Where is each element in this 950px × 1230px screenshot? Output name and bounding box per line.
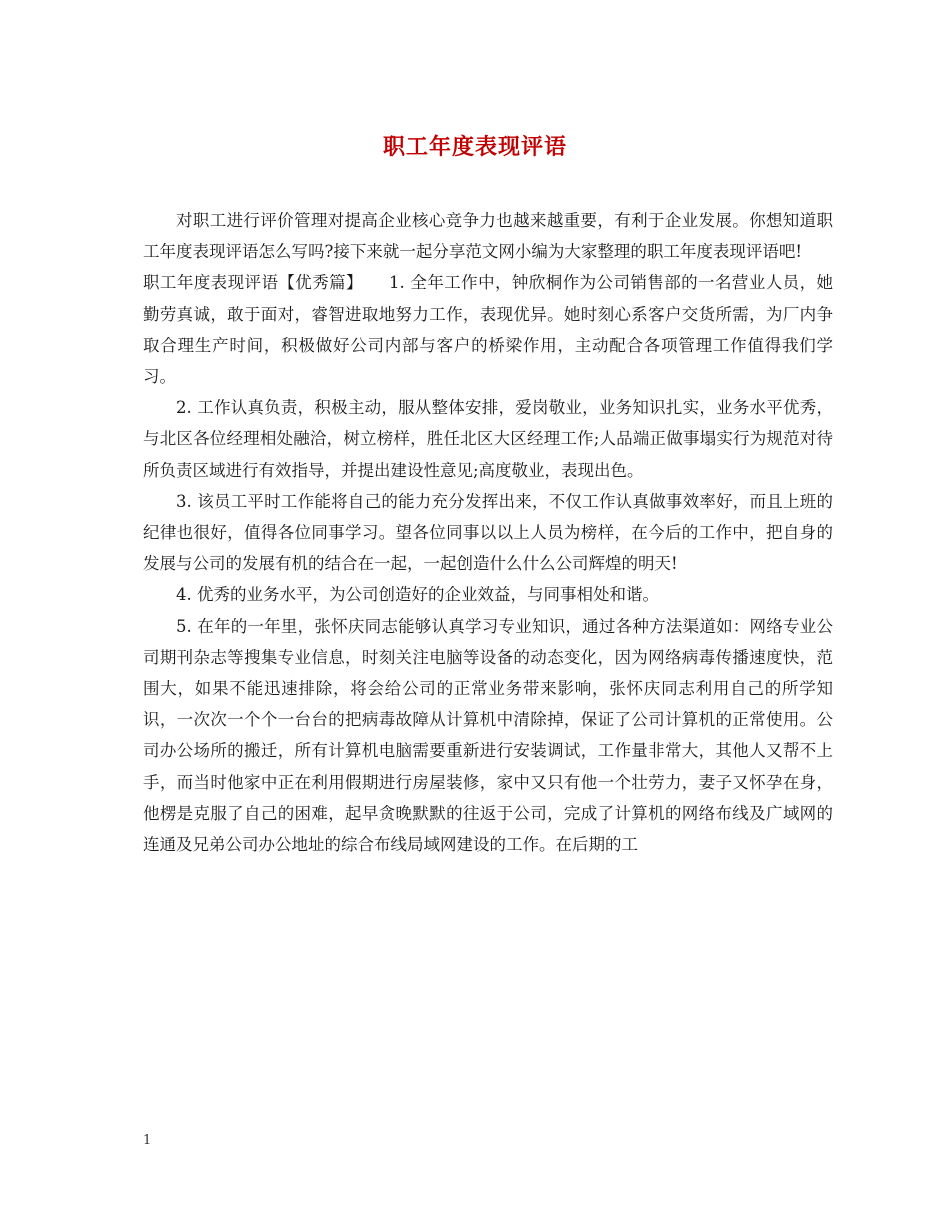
item-3-paragraph: 3. 该员工平时工作能将自己的能力充分发挥出来，不仅工作认真做事效率好，而且上班的纪律也很好，值得各位同事学习。望各位同事以以上人员为榜样，在今后的工作中，把自身的发展与公司的发展有机的结合在一起，一起创造什么什么公司辉煌的明天! <box>143 491 833 574</box>
item-1-text: 1. 全年工作中，钟欣桐作为公司销售部的一名营业人员，她勤劳真诚，敢于面对，睿智进取地努力工作，表现优异。她时刻心系客户交货所需，为厂内争取合理生产时间，积极做好公司内部与客户的桥梁作用，主动配合各项管理工作值得我们学习。 <box>143 273 833 387</box>
document-body <box>143 205 833 860</box>
document-title: 职工年度表现评语 <box>382 135 567 160</box>
section-heading: 职工年度表现评语【优秀篇】 <box>143 273 363 293</box>
item-5-paragraph: 5. 在年的一年里，张怀庆同志能够认真学习专业知识，通过各种方法渠道如：网络专业公司期刊杂志等搜集专业信息，时刻关注电脑等设备的动态变化，因为网络病毒传播速度快，范围大，如果不能迅速排除，将会给公司的正常业务带来影响，张怀庆同志利用自己的所学知识，一次次一个个一台台的把病毒故障从计算机中清除掉，保证了公司计算机的正常使用。公司办公场所的搬迁，所有计算机电脑需要重新进行安装调试，工作量非常大，其他人又帮不上手，而当时他家中正在利用假期进行房屋装修，家中又只有他一个壮劳力，妻子又怀孕在身，他楞是克服了自己的困难，起早贪晚默默的往返于公司，完成了计算机的网络布线及广域网的连通及兄弟公司办公地址的综合布线局域网建设的工作。在后期的工 <box>143 616 833 855</box>
intro-paragraph: 对职工进行评价管理对提高企业核心竞争力也越来越重要，有利于企业发展。你想知道职工年度表现评语怎么写吗?接下来就一起分享范文网小编为大家整理的职工年度表现评语吧! <box>143 211 833 262</box>
item-4-paragraph: 4. 优秀的业务水平，为公司创造好的企业效益，与同事相处和谐。 <box>176 585 659 605</box>
item-2-paragraph: 2. 工作认真负责，积极主动，服从整体安排，爱岗敬业，业务知识扎实，业务水平优秀，与北区各位经理相处融洽，树立榜样，胜任北区大区经理工作;人品端正做事塌实行为规范对待所负责区域进行有效指导，并提出建设性意见;高度敬业，表现出色。 <box>143 398 833 480</box>
page-number: 1 <box>143 1133 152 1148</box>
section-paragraph-1 <box>143 267 833 392</box>
